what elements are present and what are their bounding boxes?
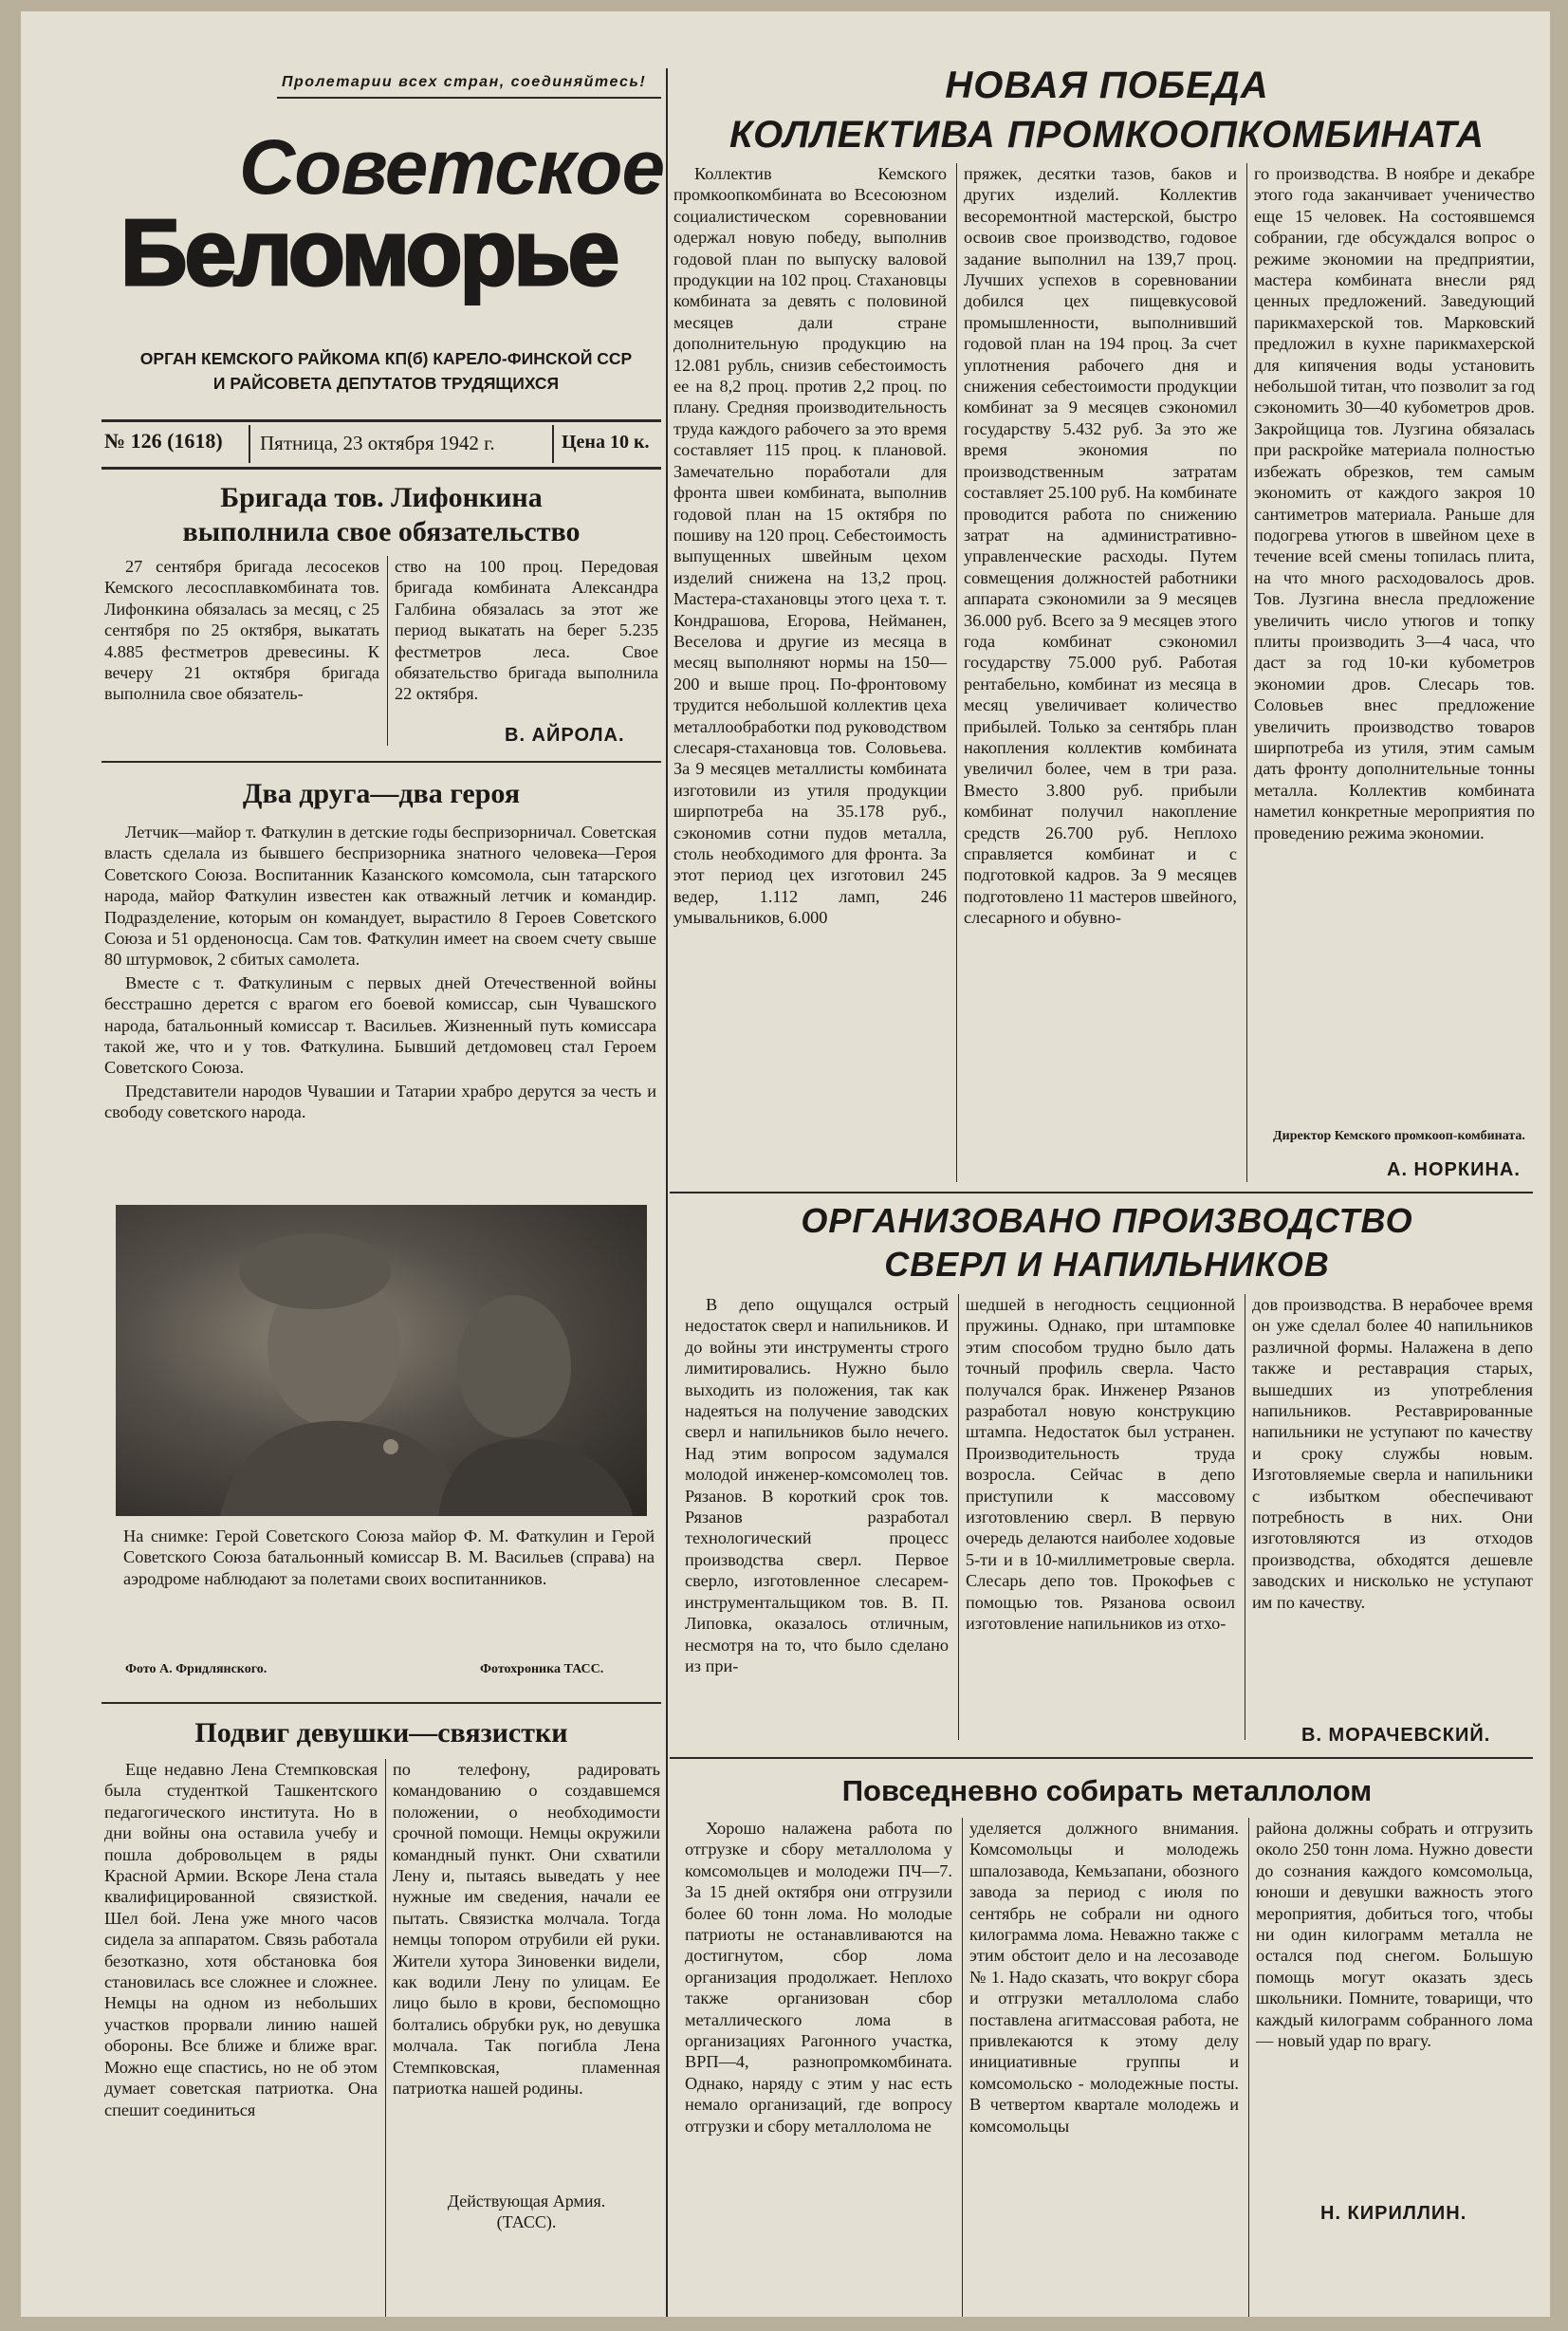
- scrap-signature: Н. КИРИЛЛИН.: [1320, 2203, 1467, 2224]
- girl-col1: Еще недавно Лена Стемпковская была студенткой Ташкентского педагогического института. Но в дни войны она оставила учебу и пошла добровольцем в ряды Красной Армии. Вскоре Лена стала квалифицированной связисткой. Шел бой. Лена уже много часов сидела за аппаратом. Связь работала безотказно, хотя обстановка боя становилась все сложнее и сложнее. Немцы на одном из небольших участков прорвали линию нашей обороны. Все ближе и ближе враг. Можно еще спастись, но не об этом думает советская патриотка. Она спешит соединиться: [104, 1760, 378, 2119]
- lifonkin-title-1: Бригада тов. Лифонкина: [220, 482, 543, 513]
- photo-credit-left: Фото А. Фридлянского.: [125, 1662, 267, 1676]
- scrap-col2: уделяется должного внимания. Комсомольцы и молодежь шпалозавода, Кемьзапани, обозного завода за период с июля по сентябрь не собрали ни одного килограмма лома. Неважно также с этим обстоит дело и на лесозаводе № 1. Надо сказать, что вокруг сбора и отгрузки металлолома слабо поставлена агитмассовая работа, не привлекаются к этому делу инициативные группы и комсомольско - молодежные посты. В четвертом квартале молодежь и комсомольцы: [969, 1819, 1239, 2136]
- issue-number: № 126 (1618): [104, 429, 223, 453]
- drills-title-1: ОРГАНИЗОВАНО ПРОИЗВОДСТВО: [801, 1201, 1413, 1240]
- lifonkin-col1: 27 сентября бригада лесосеков Кемского лесосплавкомбината тов. Лифонкина обязалась за месяц, с 25 сентября по 25 октября, выкатать 4.885 фестметров древесины. К вечеру 21 октября бригада выполнила свое обязатель-: [104, 557, 379, 704]
- scrap-title: Повседневно собирать металлолом: [841, 1774, 1373, 1807]
- victory-signature: А. НОРКИНА.: [1387, 1159, 1521, 1180]
- girl-title: Подвиг девушки—связистки: [194, 1717, 568, 1748]
- drills-col3: дов производства. В нерабочее время он уже сделал более 40 напильников различной формы. Налажена в депо также и реставрация старых, вышедших из употребления напильников. Реставрированные напильники не уступают по качеству и сроку службы новым. Изготовляемые сверла и напильники с избытком обеспечивают потребность в них. Они изготовляются из отходов производства, обходятся дешевле заводских и нисколько не уступают им по качеству.: [1252, 1295, 1533, 1612]
- victory-signature-role: Директор Кемского промкооп-комбината.: [1273, 1129, 1525, 1143]
- lifonkin-col2: ство на 100 проц. Передовая бригада комбината Александра Галбина обязалась за этот же период выкатать на берег 5.235 фестметров леса. Свое обязательство бригада выполнила 22 октября.: [395, 557, 658, 704]
- drills-signature: В. МОРАЧЕВСКИЙ.: [1301, 1725, 1491, 1746]
- issue-date: Пятница, 23 октября 1942 г.: [260, 432, 495, 454]
- scrap-col1: Хорошо налажена работа по отгрузке и сбору металлолома у комсомольцев и молодежи ПЧ—7. За 15 дней октября они отгрузили более 60 тонн лома. Но молодые патриоты не останавливаются на достигнутом, сбор лома организация продолжает. Неплохо также организован сбор металлического лома в организациях Рагонного участка, ВРП—4, разнопромкомбината. Однако, наряду с этим у нас есть немало организаций, где вопросу отгрузки и сбору металлолома не: [685, 1819, 952, 2136]
- victory-col1: Коллектив Кемского промкоопкомбината во Всесоюзном социалистическом соревновании одержал новую победу, выполнив годовой план по выпуску валовой продукции на 102 проц. Стахановцы комбината за девять с половиной месяцев дали стране дополнительную продукцию на 12.081 рубль, снизив себестоимость ее на 8,2 проц. против 2,2 проц. по плану. Средняя производительность труда каждого рабочего за это время составляет 115 проц. к плановой. Замечательно поработали для фронта швеи комбината, выполнив годовой план на 15 октября по пошиву на 120 проц. Себестоимость выпущенных швейным цехом изделий снижена на 13,2 проц. Мастера-стахановцы этого цеха т. т. Кондрашова, Егорова, Нейманен, Веселова и другие из месяца в месяц выполняют нормы на 150—200 и выше проц. По-фронтовому трудится небольшой коллектив цеха металлообработки под руководством слесаря-стахановца тов. Соловьева. За 9 месяцев металлисты комбината изготовили из утиля продукции ширпотреба на 35.178 руб., сэкономив сотни пудов металла, столь необходимого для фронта. За этот период цех изготовил 245 ведер, 1.112 ламп, 246 умывальников, 6.000: [673, 164, 947, 928]
- photo-credit-right: Фотохроника ТАСС.: [480, 1662, 604, 1676]
- logo-line1: Советское: [239, 124, 665, 211]
- scrap-col3: района должны собрать и отгрузить около 250 тонн лома. Нужно довести до сознания каждого комсомольца, юноши и девушки важность этого мероприятия, добиться того, чтобы ни один килограмм металла не остался под снегом. Большую помощь могут оказать здесь школьники. Помните, товарищи, что каждый килограмм собранного лома — новый удар по врагу.: [1256, 1819, 1533, 2051]
- logo-line2: Беломорье: [120, 200, 618, 305]
- victory-col3: го производства. В ноябре и декабре этого года заканчивает ученичество еще 15 человек. На состоявшемся собрании, где обсуждался вопрос о режиме экономии на предприятии, мастера комбината внесли ряд ценных предложений. Заведующий парикмахерской тов. Марковский предложил в кухне парикмахерской для кипячения воды установить небольшой титан, что позволит за год сэкономить 30—40 кубометров дров. Закройщица тов. Лузгина обязалась при раскройке материала полностью избежать обрезков, тем самым экономить от каждого закроя 10 сантиметров материала. Раньше для подогрева утюгов в швейном цехе в течение всей смены топилась плита, на что много расходовалось дров. Тов. Лузгина внесла предложение увеличить число утюгов и топку плиты производить 3—4 часа, что даст за год 10-ки кубометров экономии дров. Слесарь тов. Соловьев внес предложение увеличить производство товаров ширпотреба из утиля, этим самым дать фронту дополнительные тонны металла. Коллектив комбината наметил конкретные мероприятия по проведению режима экономии.: [1254, 164, 1535, 842]
- newspaper-page: [21, 11, 1550, 2317]
- victory-title-1: НОВАЯ ПОБЕДА: [945, 65, 1269, 106]
- friends-title: Два друга—два героя: [242, 778, 521, 809]
- girl-signature-1: Действующая Армия.: [447, 2192, 606, 2211]
- victory-col2: пряжек, десятки тазов, баков и других изделий. Коллектив весоремонтной мастерской, быстро освоив свое производство, годовое задание выполнил на 139,7 проц. Лучших успехов в соревновании добился цех пищевкусовой промышленности, выполнивший годовой план на 194 проц. За счет уплотнения рабочего дня и снижения себестоимости продукции комбинат за 9 месяцев сэкономил государству 5.432 руб. За это же время экономия по производственным затратам составляет 25.100 руб. На комбинате проводится работа по снижению затрат на административно-управленческие расходы. Путем совмещения должностей работники аппарата сэкономили за 9 месяцев 36.000 руб. Всего за 9 месяцев этого года комбинат сэкономил государству 75.000 руб. Работая рентабельно, комбинат из месяца в месяц увеличивает количество прибылей. Только за сентябрь план накопления коллектив комбината увеличил более, чем в три раза. Вместо 3.800 руб. прибыли комбинат получил накопление средств 26.700 руб. Неплохо справляется комбинат и с подготовкой кадров. За 9 месяцев подготовлено 11 мастеров швейного, слесарного и обувно-: [964, 164, 1237, 928]
- lifonkin-title-2: выполнила свое обязательство: [182, 516, 581, 547]
- victory-title-2: КОЛЛЕКТИВА ПРОМКООПКОМБИНАТА: [729, 114, 1485, 156]
- masthead-slogan: Пролетарии всех стран, соединяйтесь!: [282, 74, 647, 90]
- girl-signature-2: (ТАСС).: [496, 2212, 557, 2231]
- photo-caption: На снимке: Герой Советского Союза майор Ф. М. Фаткулин и Герой Советского Союза батальонный комиссар В. М. Васильев (справа) на аэродроме наблюдают за полетами своих воспитанников.: [123, 1526, 655, 1588]
- friends-text: Летчик—майор т. Фаткулин в детские годы беспризорничал. Советская власть сделала из бывшего беспризорника знатного человека—Героя Советского Союза. Воспитанник Казанского комсомола, сын татарского народа, майор Фаткулин известен как отважный летчик и командир. Подразделение, которым он командует, вырастило 8 Героев Советского Союза и 51 орденоносца. Сам тов. Фаткулин имеет на своем счету свыше 80 штурмовок, 2 сбитых самолета. Вместе с т. Фаткулиным с первых дней Отечественной войны бесстрашно дерется с врагом его боевой комиссар, сын Чувашского народа, батальонный комиссар т. Васильев. Жизненный путь комиссара такой же, что и у тов. Фаткулина. Бывший детдомовец стал Героем Советского Союза. Представители народов Чувашии и Татарии храбро дерутся за честь и свободу советского народа.: [104, 823, 656, 1122]
- drills-col2: шедшей в негодность сецционной пружины. Однако, при штамповке этим способом трудно было дать точный профиль сверла. Часто получался брак. Инженер Рязанов разработал новую конструкцию штампа. Недостаток был устранен. Производительность труда возросла. Сейчас в депо приступили к массовому изготовлению сверл. В первую очередь делаются наиболее ходовые 5-ти и в 10-миллиметровые сверла. Слесарь депо тов. Прокофьев с помощью тов. Рязанова освоил изготовление напильников из отхо-: [966, 1295, 1235, 1634]
- organ-line1: ОРГАН КЕМСКОГО РАЙКОМА КП(б) КАРЕЛО-ФИНСКОЙ ССР: [139, 349, 633, 368]
- lifonkin-signature: В. АЙРОЛА.: [505, 725, 625, 746]
- drills-col1: В депо ощущался острый недостаток сверл и напильников. И до войны эти инструменты строго лимитировались. Нужно было выходить из положения, так как надеяться на получение заводских сверл и напильников было нечего. Над этим вопросом задумался молодой инженер-комсомолец тов. Рязанов. В короткий срок тов. Рязанов разработал технологический процесс производства сверл. Первое сверло, изготовленное слесарем-инструментальщиком тов. В. П. Липовка, оказалось отличным, несмотря на то, что было сделано из при-: [685, 1295, 949, 1675]
- issue-price: Цена 10 к.: [562, 432, 650, 453]
- photo-figures-icon: [116, 1205, 647, 1516]
- photo: [116, 1205, 647, 1516]
- girl-col2: по телефону, радировать командованию о создавшемся положении, о необходимости срочной помощи. Немцы окружили командный пункт. Они схватили Лену и, пытаясь выведать у нее нужные им сведения, начали ее пытать. Связистка молчала. Тогда немцы топором отрубили ей руки. Жители хутора Зиновенки видели, как водили Лену по улицам. Ее лицо было в крови, беспомощно болтались обрубки рук, но девушка молчала. Так погибла Лена Стемпковская, пламенная патриотка нашей родины.: [393, 1760, 660, 2099]
- organ-line2: И РАЙСОВЕТА ДЕПУТАТОВ ТРУДЯЩИХСЯ: [212, 374, 560, 393]
- drills-title-2: СВЕРЛ И НАПИЛЬНИКОВ: [884, 1245, 1330, 1284]
